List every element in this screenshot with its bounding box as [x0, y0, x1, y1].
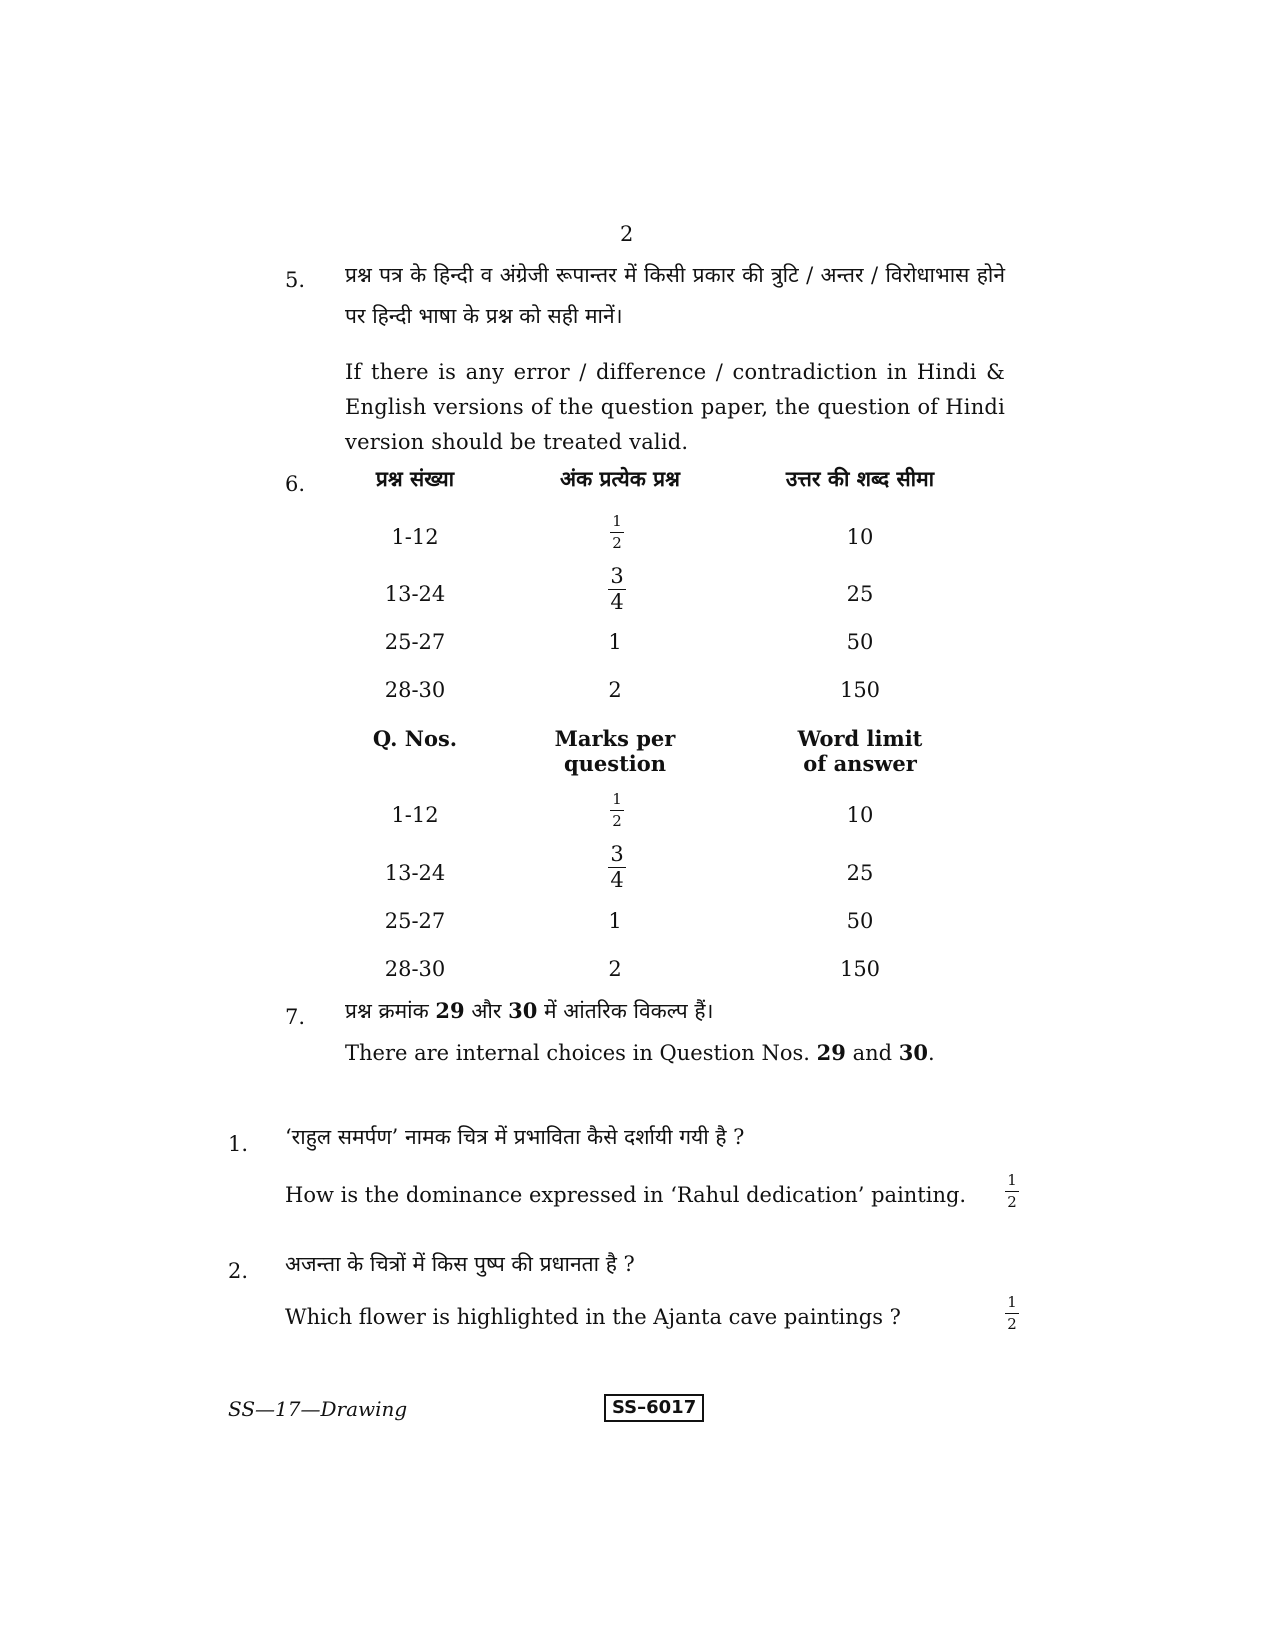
question-2-english: Which flower is highlighted in the Ajanta cave paintings ?	[285, 1305, 901, 1329]
table2-row4-marks: 2	[608, 957, 622, 981]
question-1-english: How is the dominance expressed in ‘Rahul dedication’ painting.	[285, 1183, 967, 1207]
table1-row3-limit: 50	[846, 630, 874, 654]
instruction-7-english: There are internal choices in Question Nos. 29 and 30.	[345, 1040, 935, 1065]
instruction-6-number: 6.	[285, 472, 306, 496]
table2-row1-qnos: 1-12	[391, 803, 439, 827]
table1-row1-marks: 1 2	[610, 514, 624, 551]
hindi-header-limit: उत्तर की शब्द सीमा	[785, 466, 935, 491]
instruction-7-number: 7.	[285, 1005, 306, 1029]
footer-subject: SS—17—Drawing	[228, 1397, 408, 1421]
table1-row3-qnos: 25-27	[384, 630, 446, 654]
question-2-hindi: अजन्ता के चित्रों में किस पुष्प की प्रधानता है ?	[285, 1252, 635, 1276]
english-header-limit: Word limit of answer	[797, 726, 923, 776]
english-header-qnos: Q. Nos.	[372, 726, 458, 751]
table2-row4-qnos: 28-30	[384, 957, 446, 981]
question-2-number: 2.	[228, 1259, 249, 1283]
question-1-hindi: ‘राहुल समर्पण’ नामक चित्र में प्रभाविता कैसे दर्शायी गयी है ?	[285, 1125, 745, 1149]
table1-row2-limit: 25	[846, 582, 874, 606]
table1-row2-qnos: 13-24	[384, 582, 446, 606]
table2-row3-marks: 1	[608, 909, 622, 933]
instruction-5-english: If there is any error / difference / contradiction in Hindi & English versions of the question paper, the question of Hindi version should be treated valid.	[345, 360, 1005, 454]
table2-row2-marks: 3 4	[608, 844, 626, 891]
table1-row4-marks: 2	[608, 678, 622, 702]
table1-row4-limit: 150	[839, 678, 881, 702]
footer-paper-code: SS–6017	[604, 1394, 704, 1422]
table2-row3-limit: 50	[846, 909, 874, 933]
question-1-number: 1.	[228, 1132, 249, 1156]
english-header-marks: Marks per question	[554, 726, 676, 776]
table2-row3-qnos: 25-27	[384, 909, 446, 933]
page-number: 2	[620, 222, 634, 246]
table1-row3-marks: 1	[608, 630, 622, 654]
question-1-marks: 1 2	[1005, 1173, 1019, 1210]
question-2-marks: 1 2	[1005, 1295, 1019, 1332]
instruction-7-hindi: प्रश्न क्रमांक 29 और 30 में आंतरिक विकल्प हैं।	[345, 998, 714, 1023]
table1-row1-qnos: 1-12	[391, 525, 439, 549]
instruction-5-number: 5.	[285, 268, 306, 292]
hindi-header-qnos: प्रश्न संख्या	[375, 466, 455, 491]
table1-row2-marks: 3 4	[608, 566, 626, 613]
hindi-header-marks: अंक प्रत्येक प्रश्न	[560, 466, 680, 491]
instruction-5-hindi: प्रश्न पत्र के हिन्दी व अंग्रेजी रूपान्तर में किसी प्रकार की त्रुटि / अन्तर / विरोधाभास होने पर हिन्दी भाषा के प्रश्न को सही मानें।	[345, 263, 1005, 328]
table2-row1-limit: 10	[846, 803, 874, 827]
table2-row1-marks: 1 2	[610, 792, 624, 829]
table1-row4-qnos: 28-30	[384, 678, 446, 702]
table1-row1-limit: 10	[846, 525, 874, 549]
table2-row2-limit: 25	[846, 861, 874, 885]
table2-row2-qnos: 13-24	[384, 861, 446, 885]
table2-row4-limit: 150	[839, 957, 881, 981]
